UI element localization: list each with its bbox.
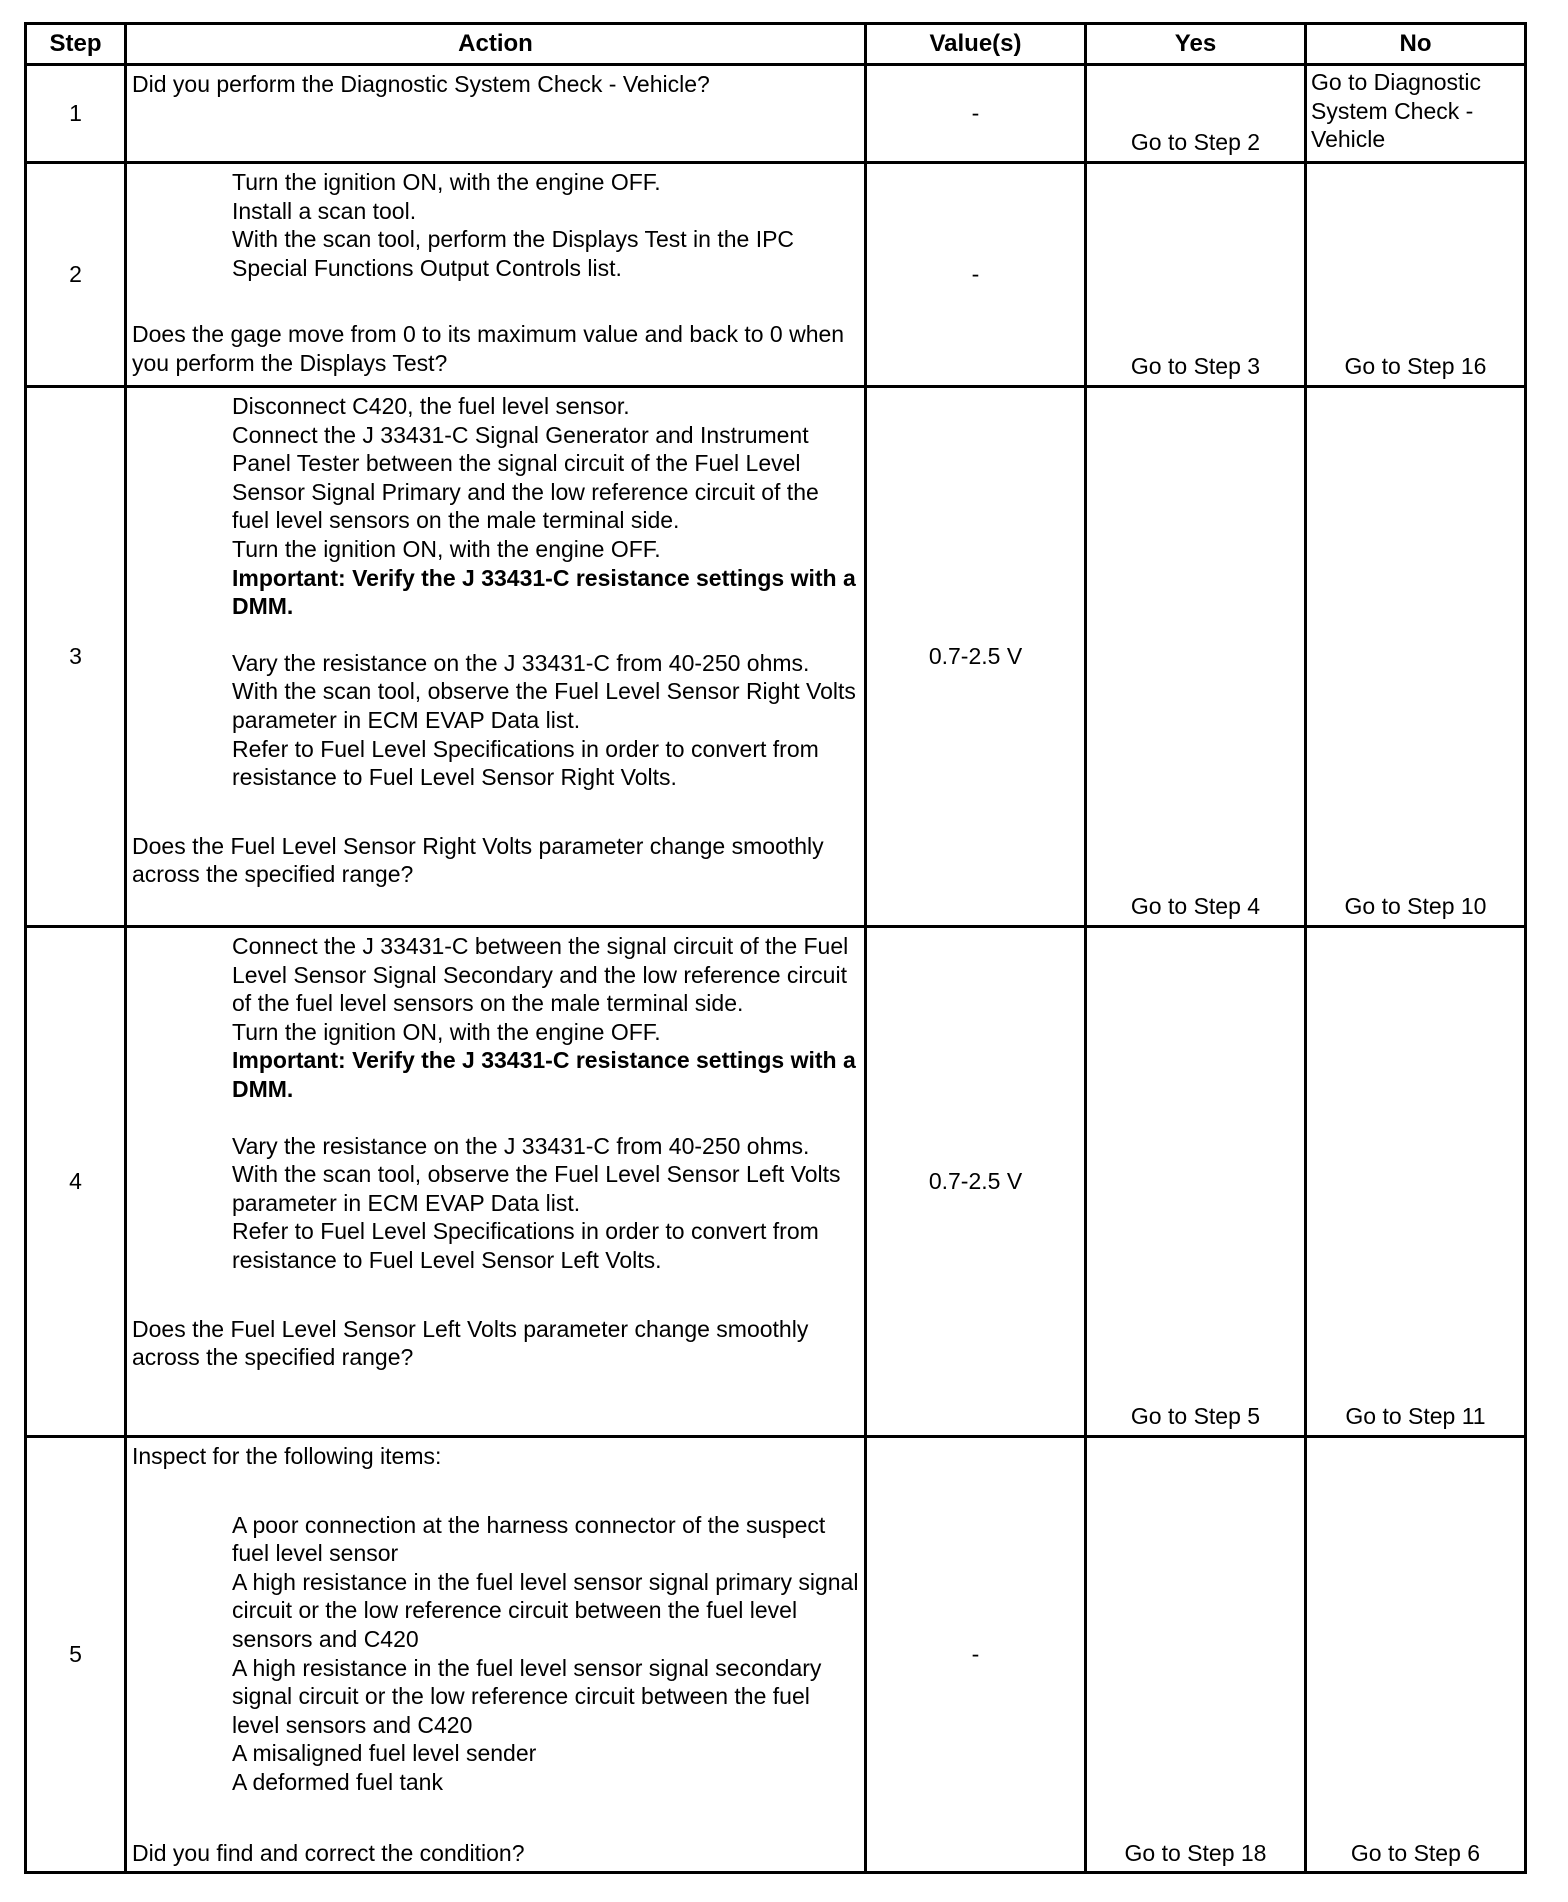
yes-link[interactable]: Go to Step 3	[1086, 163, 1306, 387]
action-steps	[132, 932, 860, 1275]
inspection-item: A deformed fuel tank	[232, 1768, 443, 1795]
important-note: Important: Verify the J 33431-C resistance settings with a DMM.	[232, 564, 856, 620]
yes-link[interactable]: Go to Step 5	[1086, 927, 1306, 1437]
question-text: Does the Fuel Level Sensor Left Volts parameter change smoothly across the specified range?	[132, 1315, 809, 1371]
value-cell: -	[866, 65, 1086, 163]
step-number: 1	[26, 65, 126, 163]
value-cell: -	[866, 163, 1086, 387]
header-yes: Yes	[1086, 24, 1306, 65]
important-note: Important: Verify the J 33431-C resistance settings with a DMM.	[232, 1047, 856, 1102]
value-cell: 0.7-2.5 V	[866, 387, 1086, 927]
action-steps	[132, 392, 860, 792]
action-step: Install a scan tool.	[232, 197, 417, 224]
value-cell: 0.7-2.5 V	[866, 927, 1086, 1437]
table-row	[26, 927, 1526, 1437]
inspection-item: A high resistance in the fuel level sensor signal secondary signal circuit or the low reference circuit between the fuel level sensors and C420	[232, 1654, 822, 1738]
value-cell: -	[866, 1437, 1086, 1873]
step-number: 3	[26, 387, 126, 927]
intro-text: Inspect for the following items:	[132, 1443, 442, 1469]
action-cell	[126, 65, 866, 163]
question-text: Does the Fuel Level Sensor Right Volts parameter change smoothly across the specified range?	[132, 832, 824, 888]
header-no: No	[1306, 24, 1526, 65]
action-step: Turn the ignition ON, with the engine OFF.	[232, 535, 661, 562]
action-step: With the scan tool, observe the Fuel Level Sensor Right Volts parameter in ECM EVAP Data list.	[232, 678, 856, 733]
diagnostic-table	[24, 22, 1527, 1874]
action-step: Disconnect C420, the fuel level sensor.	[232, 393, 630, 419]
action-step: With the scan tool, observe the Fuel Level Sensor Left Volts parameter in ECM EVAP Data list.	[232, 1161, 841, 1216]
no-link[interactable]: Go to Diagnostic System Check - Vehicle	[1306, 65, 1526, 163]
yes-link[interactable]: Go to Step 2	[1086, 65, 1306, 163]
inspection-items	[132, 1511, 860, 1797]
table-row	[26, 1437, 1526, 1873]
action-step: Vary the resistance on the J 33431-C from 40-250 ohms.	[232, 649, 810, 676]
step-number: 4	[26, 927, 126, 1437]
question-text: Does the gage move from 0 to its maximum value and back to 0 when you perform the Displays Test?	[132, 321, 845, 376]
action-step: Refer to Fuel Level Specifications in order to convert from resistance to Fuel Level Sensor Left Volts.	[232, 1218, 819, 1273]
inspection-item: A high resistance in the fuel level sensor signal primary signal circuit or the low reference circuit between the fuel level sensors and C420	[232, 1568, 859, 1652]
table-row	[26, 65, 1526, 163]
no-link[interactable]: Go to Step 6	[1306, 1437, 1526, 1873]
step-number: 5	[26, 1437, 126, 1873]
action-step: Connect the J 33431-C Signal Generator and Instrument Panel Tester between the signal circuit of the Fuel Level Sensor Signal Primary and the low reference circuit of the fuel level sensors on the male terminal side.	[232, 421, 819, 534]
yes-link[interactable]: Go to Step 18	[1086, 1437, 1306, 1873]
step-number: 2	[26, 163, 126, 387]
header-step: Step	[26, 24, 126, 65]
action-step: Turn the ignition ON, with the engine OFF.	[232, 1018, 661, 1045]
yes-link[interactable]: Go to Step 4	[1086, 387, 1306, 927]
question-text: Did you find and correct the condition?	[132, 1839, 525, 1866]
table-row	[26, 387, 1526, 927]
action-cell	[126, 163, 866, 387]
inspection-item: A misaligned fuel level sender	[232, 1740, 537, 1767]
action-step: With the scan tool, perform the Displays Test in the IPC Special Functions Output Controls list.	[232, 226, 795, 281]
header-action: Action	[126, 24, 866, 65]
action-step: Refer to Fuel Level Specifications in order to convert from resistance to Fuel Level Sensor Right Volts.	[232, 735, 819, 791]
action-step: Connect the J 33431-C between the signal circuit of the Fuel Level Sensor Signal Secondary and the low reference circuit of the fuel level sensors on the male terminal side.	[232, 933, 849, 1017]
no-link[interactable]: Go to Step 11	[1306, 927, 1526, 1437]
action-cell	[126, 1437, 866, 1873]
action-step: Turn the ignition ON, with the engine OFF.	[232, 169, 661, 195]
action-steps	[132, 168, 860, 282]
header-row	[26, 24, 1526, 65]
action-cell	[126, 927, 866, 1437]
no-link[interactable]: Go to Step 16	[1306, 163, 1526, 387]
header-values: Value(s)	[866, 24, 1086, 65]
table-row	[26, 163, 1526, 387]
action-step: Vary the resistance on the J 33431-C from 40-250 ohms.	[232, 1132, 810, 1159]
no-link[interactable]: Go to Step 10	[1306, 387, 1526, 927]
inspection-item: A poor connection at the harness connector of the suspect fuel level sensor	[232, 1511, 826, 1567]
question-text: Did you perform the Diagnostic System Check - Vehicle?	[132, 71, 710, 97]
action-cell	[126, 387, 866, 927]
